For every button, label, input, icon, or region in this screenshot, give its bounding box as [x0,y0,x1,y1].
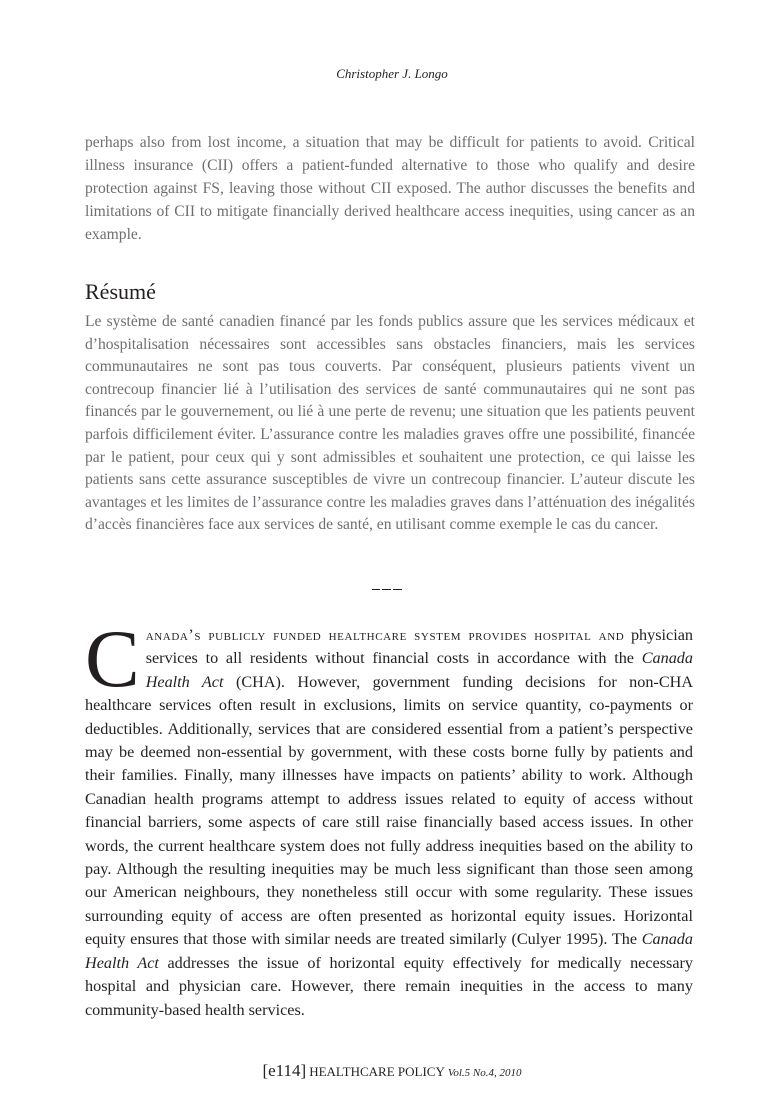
journal-volume: Vol.5 No.4, 2010 [447,1067,522,1079]
journal-name: HEALTHCARE POLICY [309,1064,445,1079]
resume-heading: Résumé [85,279,156,304]
section-separator [372,589,402,591]
body-paragraph [85,613,694,1022]
abstract-continuation: perhaps also from lost income, a situation that may be difficult for patients to avoid. Critical illness insurance (CII) offers a patient-funded alternative to those who qualify and desire protection against FS, leaving those without CII exposed. The author discusses the benefits and limitations of CII to mitigate financially derived healthcare access inequities, using cancer as an example. [85,134,695,243]
page-footer [0,1061,784,1081]
body-text-part1: physician services to all residents without financial costs in accordance with the [145,626,693,668]
page-number: [e114] [262,1061,307,1080]
body-text-part3: addresses the issue of horizontal equity effectively for medically necessary hospital and physician care. However, there remain inequities in the access to many community-based health services. [85,953,693,1019]
act-title-italic-2: Canada Health Act [85,930,693,972]
body-text-part2: (CHA). However, government funding decisions for non-CHA healthcare services often result in exclusions, limits on service quantity, co-payments or deductibles. Additionally, services that are considered essential from a patient’s perspective may be deemed non-essential by government, with these costs borne fully by patients and their families. Finally, many illnesses have impacts on patients’ ability to work. Although Canadian health programs attempt to address issues related to equity of access without financial barriers, some aspects of care still raise financially based access issues. In other words, the current healthcare system does not fully address inequities based on the ability to pay. Although the resulting inequities may be much less significant than those seen among our American neighbours, they nonetheless still occur with some regularity. These issues surrounding equity of access are often presented as horizontal equity issues. Horizontal equity ensures that those with similar needs are treated similarly (Culyer 1995). The [85,672,694,949]
resume-text: Le système de santé canadien financé par les fonds publics assure que les services médicaux et d’hospitalisation nécessaires sont accessibles sans obstacles financiers, mais les services communautaires ne sont pas tous couverts. Par conséquent, plusieurs patients vivent un contrecoup financier lié à l’utilisation des services de santé communautaires qui ne sont pas financés par le gouvernement, ou lié à une perte de revenu; une situation que les patients peuvent parfois difficilement éviter. L’assurance contre les maladies graves offre une possibilité, financée par le patient, pour ceux qui y sont admissibles et souhaitent une protection, ce qui laisse les patients sans cette assurance susceptibles de vivre un contrecoup financier. L’auteur discute les avantages et les limites de l’assurance contre les maladies graves dans l’atténuation des inégalités d’accès financières face aux services de santé, en utilisant comme exemple le cas du cancer. [85,313,695,534]
running-head-author: Christopher J. Longo [336,66,448,81]
act-title-italic: Canada Health Act [145,649,693,691]
dropcap-letter: C [85,613,140,704]
smallcaps-lead: anada’s publicly funded healthcare system provides hospital and [145,626,625,644]
